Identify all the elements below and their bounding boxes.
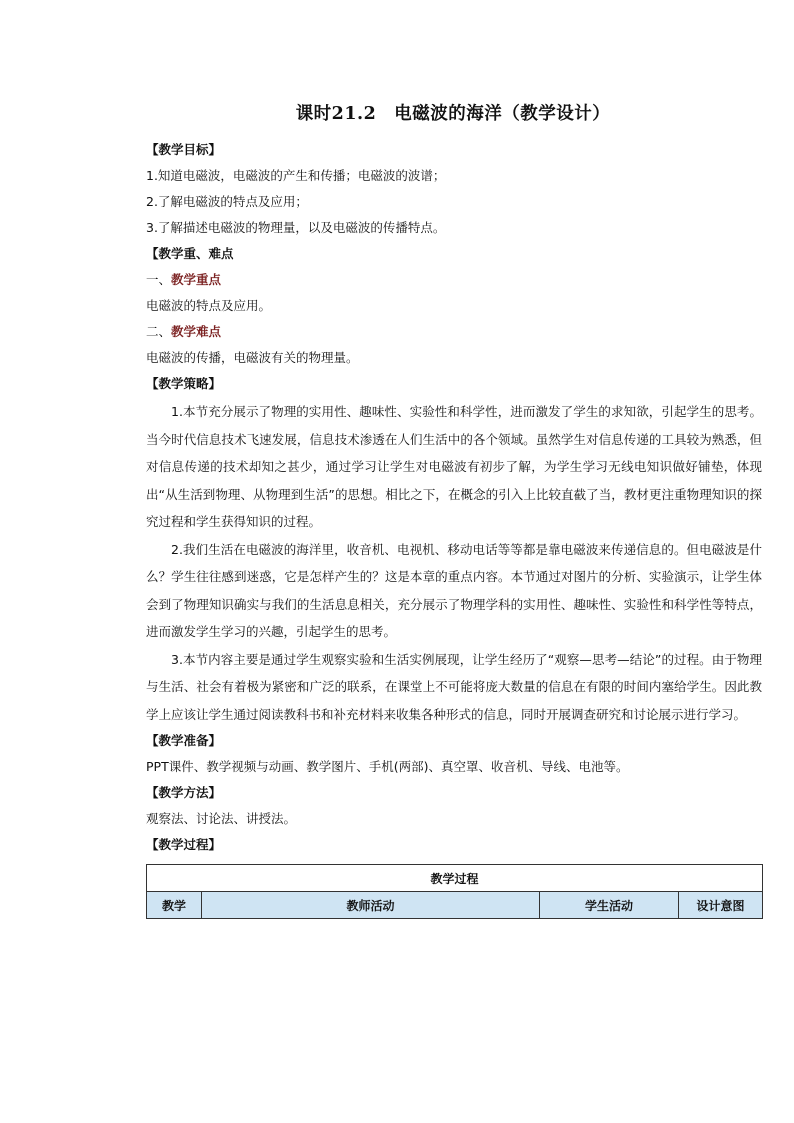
goal-item-3: 3.了解描述电磁波的物理量，以及电磁波的传播特点。 (146, 220, 446, 235)
goals-heading: 【教学目标】 (146, 142, 222, 157)
key-point-label: 一、 (146, 272, 172, 287)
table-header-row (147, 892, 763, 919)
preparation-content: PPT课件、教学视频与动画、教学图片、手机(两部)、真空罩、收音机、导线、电池等。 (146, 759, 629, 774)
methods-content: 观察法、讨论法、讲授法。 (146, 811, 297, 826)
goal-item-2: 2.了解电磁波的特点及应用； (146, 194, 308, 209)
methods-heading: 【教学方法】 (146, 785, 222, 800)
key-point-content: 电磁波的特点及应用。 (146, 298, 272, 313)
column-header-student: 学生活动 (540, 892, 679, 919)
strategy-paragraph-2: 2.我们生活在电磁波的海洋里，收音机、电视机、移动电话等等都是靠电磁波来传递信息的。但电磁波是什么？学生往往感到迷惑，它是怎样产生的？这是本章的重点内容。本节通过对图片的分析、实验演示，让学生体会到了物理知识确实与我们的生活息息相关，充分展示了物理学科的实用性、趣味性、实验性和科学性等特点，进而激发学生学习的兴趣，引起学生的思考。 (146, 541, 762, 639)
difficult-point-title: 教学难点 (171, 324, 222, 339)
difficult-point-content: 电磁波的传播，电磁波有关的物理量。 (146, 350, 359, 365)
column-header-intent: 设计意图 (679, 892, 763, 919)
column-header-stage: 教学 (147, 892, 202, 919)
strategy-paragraph-3: 3.本节内容主要是通过学生观察实验和生活实例展现，让学生经历了“观察—思考—结论”的过程。由于物理与生活、社会有着极为紧密和广泛的联系，在课堂上不可能将庞大数量的信息在有限的时间内塞给学生。因此教学上应该让学生通过阅读教科书和补充材料来收集各种形式的信息，同时开展调查研究和讨论展示进行学习。 (146, 651, 762, 722)
strategy-heading: 【教学策略】 (146, 376, 222, 391)
page-title: 课时21.2 电磁波的海洋（教学设计） (295, 104, 611, 124)
key-point-subheading (146, 267, 762, 293)
document-page (146, 100, 762, 919)
difficult-point-subheading (146, 319, 762, 345)
key-point-title: 教学重点 (171, 272, 222, 287)
difficult-point-label: 二、 (146, 324, 172, 339)
preparation-heading: 【教学准备】 (146, 733, 222, 748)
table-caption-row (147, 865, 763, 892)
column-header-teacher: 教师活动 (202, 892, 540, 919)
strategy-paragraph-1: 1.本节充分展示了物理的实用性、趣味性、实验性和科学性，进而激发了学生的求知欲，引起学生的思考。当今时代信息技术飞速发展，信息技术渗透在人们生活中的各个领域。虽然学生对信息传递的工具较为熟悉，但对信息传递的技术却知之甚少，通过学习让学生对电磁波有初步了解，为学生学习无线电知识做好铺垫，体现出“从生活到物理、从物理到生活”的思想。相比之下，在概念的引入上比较直截了当，教材更注重物理知识的探究过程和学生获得知识的过程。 (146, 404, 762, 529)
goal-item-1: 1.知道电磁波，电磁波的产生和传播；电磁波的波谱； (146, 168, 446, 183)
table-caption: 教学过程 (147, 865, 763, 892)
process-heading: 【教学过程】 (146, 837, 222, 852)
key-points-heading: 【教学重、难点 (146, 246, 234, 261)
process-table (146, 864, 763, 919)
